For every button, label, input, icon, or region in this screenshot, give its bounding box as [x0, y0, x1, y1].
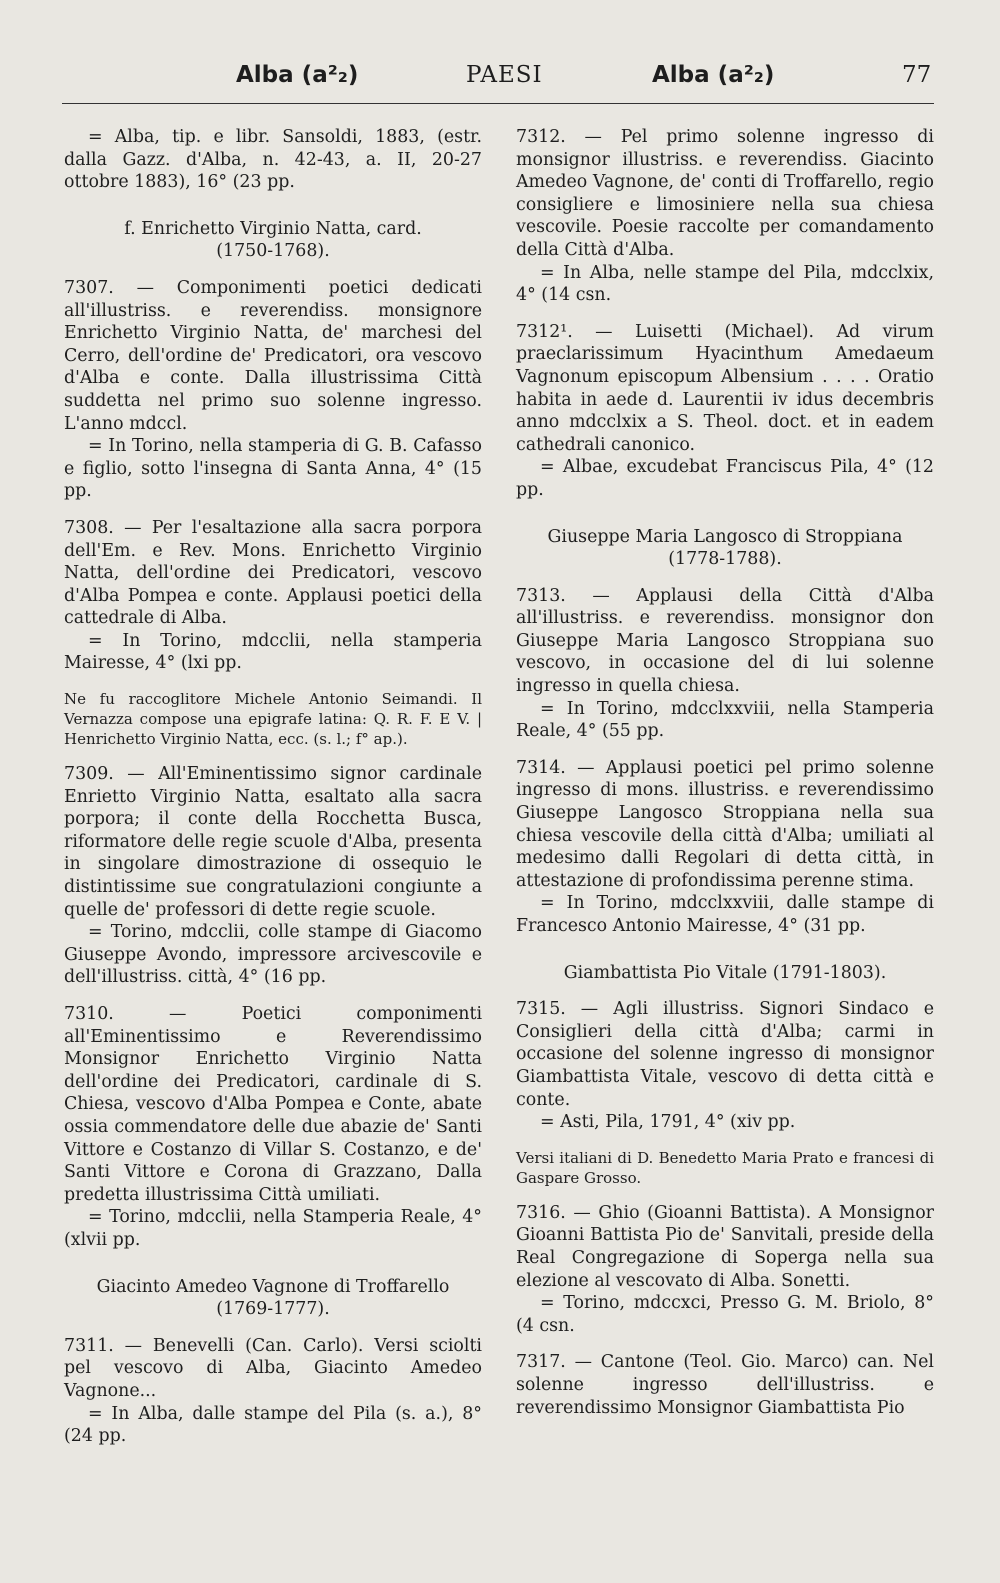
section-dates: (1769-1777). — [216, 1299, 330, 1320]
entry-7313: 7313. — Applausi della Città d'Alba all'illustriss. e reverendiss. monsignor don Giuseppe Maria Langosco Stroppiana suo vescovo, in occasione del di lui solenne ingresso in quella chiesa. — [516, 585, 934, 697]
section-dates: (1778-1788). — [668, 549, 782, 570]
entry-7314: 7314. — Applausi poetici pel primo solenne ingresso di mons. illustriss. e reverendissimo Giuseppe Langosco Stroppiana nella sua chiesa vescovile della città d'Alba; umiliati al medesimo dalli Regolari di detta città, in attestazione di profondissima perenne stima. — [516, 757, 934, 891]
imprint: = In Torino, mdcclxxviii, nella Stamperia Reale, 4° (55 pp. — [516, 698, 934, 742]
page-number: 77 — [902, 62, 932, 88]
imprint: = In Torino, mdcclii, nella stamperia Mairesse, 4° (lxi pp. — [64, 630, 482, 674]
left-column — [64, 126, 482, 1448]
header-right: Alba (a²₂) — [652, 62, 775, 88]
section-heading: Giambattista Pio Vitale (1791-1803). — [563, 962, 887, 983]
note: Ne fu raccoglitore Michele Antonio Seimandi. Il Vernazza compose una epigrafe latina: Q. R. F. E V. | Henrichetto Virginio Natta, ecc. (s. l.; f° ap.). — [64, 690, 482, 749]
entry-7312-1: 7312¹. — Luisetti (Michael). Ad virum praeclarissimum Hyacinthum Amedaeum Vagnonum episcopum Albensium . . . . Oratio habita in aede d. Laurentii iv idus decembris anno mdcclxix a S. Theol. doct. et in eadem cathedrali canonico. — [516, 321, 934, 455]
right-column — [516, 126, 934, 1419]
imprint: = Albae, excudebat Franciscus Pila, 4° (12 pp. — [516, 457, 934, 500]
entry-7309: 7309. — All'Eminentissimo signor cardinale Enrietto Virginio Natta, esaltato alla sacra porpora; il conte della Rocchetta Busca, riformatore delle regie scuole d'Alba, presenta in singolare dimostrazione di ossequio le distintissime sue congratulazioni congiunte a quelle de' professori di dette regie scuole. — [64, 764, 482, 920]
entry-7316: 7316. — Ghio (Gioanni Battista). A Monsignor Gioanni Battista Pio de' Sanvitali, preside della Real Congregazione di Soperga nella sua elezione al vescovato di Alba. Sonetti. — [516, 1202, 934, 1291]
imprint: = In Alba, dalle stampe del Pila (s. a.), 8° (24 pp. — [64, 1403, 482, 1447]
imprint: = In Alba, nelle stampe del Pila, mdcclxix, 4° (14 csn. — [516, 262, 934, 306]
imprint: = In Torino, nella stamperia di G. B. Cafasso e figlio, sotto l'insegna di Santa Anna, 4° (15 pp. — [64, 436, 482, 502]
header-center: PAESI — [466, 62, 543, 88]
section-heading: Giacinto Amedeo Vagnone di Troffarello — [96, 1276, 450, 1297]
imprint: = Torino, mdcclii, nella Stamperia Reale, 4° (xlvii pp. — [64, 1207, 482, 1250]
imprint: = Alba, tip. e libr. Sansoldi, 1883, (estr. dalla Gazz. d'Alba, n. 42-43, a. II, 20-27 ottobre 1883), 16° (23 pp. — [64, 127, 482, 193]
imprint: = Torino, mdccxci, Presso G. M. Briolo, 8° (4 csn. — [516, 1293, 934, 1336]
section-heading: Giuseppe Maria Langosco di Stroppiana — [547, 526, 903, 547]
entry-7315: 7315. — Agli illustriss. Signori Sindaco e Consiglieri della città d'Alba; carmi in occasione del solenne ingresso di monsignor Giambattista Vitale, vescovo di detta città e conte. — [516, 999, 934, 1110]
header-left: Alba (a²₂) — [236, 62, 359, 88]
entry-7310: 7310. — Poetici componimenti all'Eminentissimo e Reverendissimo Monsignor Enrichetto Virginio Natta dell'ordine dei Predicatori, cardinale di S. Chiesa, vescovo d'Alba Pompea e Conte, abate ossia commendatore delle due abazie de' Santi Vittore e Costanzo di Villar S. Costanzo, e de' Santi Vittore e Corona di Grazzano, Dalla predetta illustrissima Città umiliati. — [64, 1004, 482, 1205]
entry-7312: 7312. — Pel primo solenne ingresso di monsignor illustriss. e reverendiss. Giacinto Amedeo Vagnone, de' conti di Troffarello, regio consigliere e limosiniere nella sua chiesa vescovile. Poesie raccolte per comandamento della Città d'Alba. — [516, 127, 934, 260]
section-heading: f. Enrichetto Virginio Natta, card. — [124, 218, 422, 239]
imprint: = In Torino, mdcclxxviii, dalle stampe di Francesco Antonio Mairesse, 4° (31 pp. — [516, 893, 934, 936]
running-header — [0, 62, 1000, 102]
note: Versi italiani di D. Benedetto Maria Prato e francesi di Gaspare Grosso. — [516, 1148, 934, 1187]
entry-7317: 7317. — Cantone (Teol. Gio. Marco) can. Nel solenne ingresso dell'illustriss. e reverendissimo Monsignor Giambattista Pio — [516, 1352, 934, 1418]
header-rule — [62, 103, 934, 104]
imprint: = Asti, Pila, 1791, 4° (xiv pp. — [540, 1112, 796, 1133]
entry-7311: 7311. — Benevelli (Can. Carlo). Versi sciolti pel vescovo di Alba, Giacinto Amedeo Vagnone... — [64, 1335, 482, 1401]
section-dates: (1750-1768). — [216, 241, 330, 262]
imprint: = Torino, mdcclii, colle stampe di Giacomo Giuseppe Avondo, impressore arcivescovile e dell'illustriss. città, 4° (16 pp. — [64, 922, 482, 988]
entry-7308: 7308. — Per l'esaltazione alla sacra porpora dell'Em. e Rev. Mons. Enrichetto Virginio Natta, dell'ordine dei Predicatori, vescovo d'Alba Pompea e conte. Applausi poetici della cattedrale di Alba. — [64, 517, 482, 629]
entry-7307: 7307. — Componimenti poetici dedicati all'illustriss. e reverendiss. monsignore Enrichetto Virginio Natta, de' marchesi del Cerro, dell'ordine de' Predicatori, ora vescovo d'Alba e conte. Dalla illustrissima Città suddetta nel primo suo solenne ingresso. L'anno mdccl. — [64, 277, 482, 434]
